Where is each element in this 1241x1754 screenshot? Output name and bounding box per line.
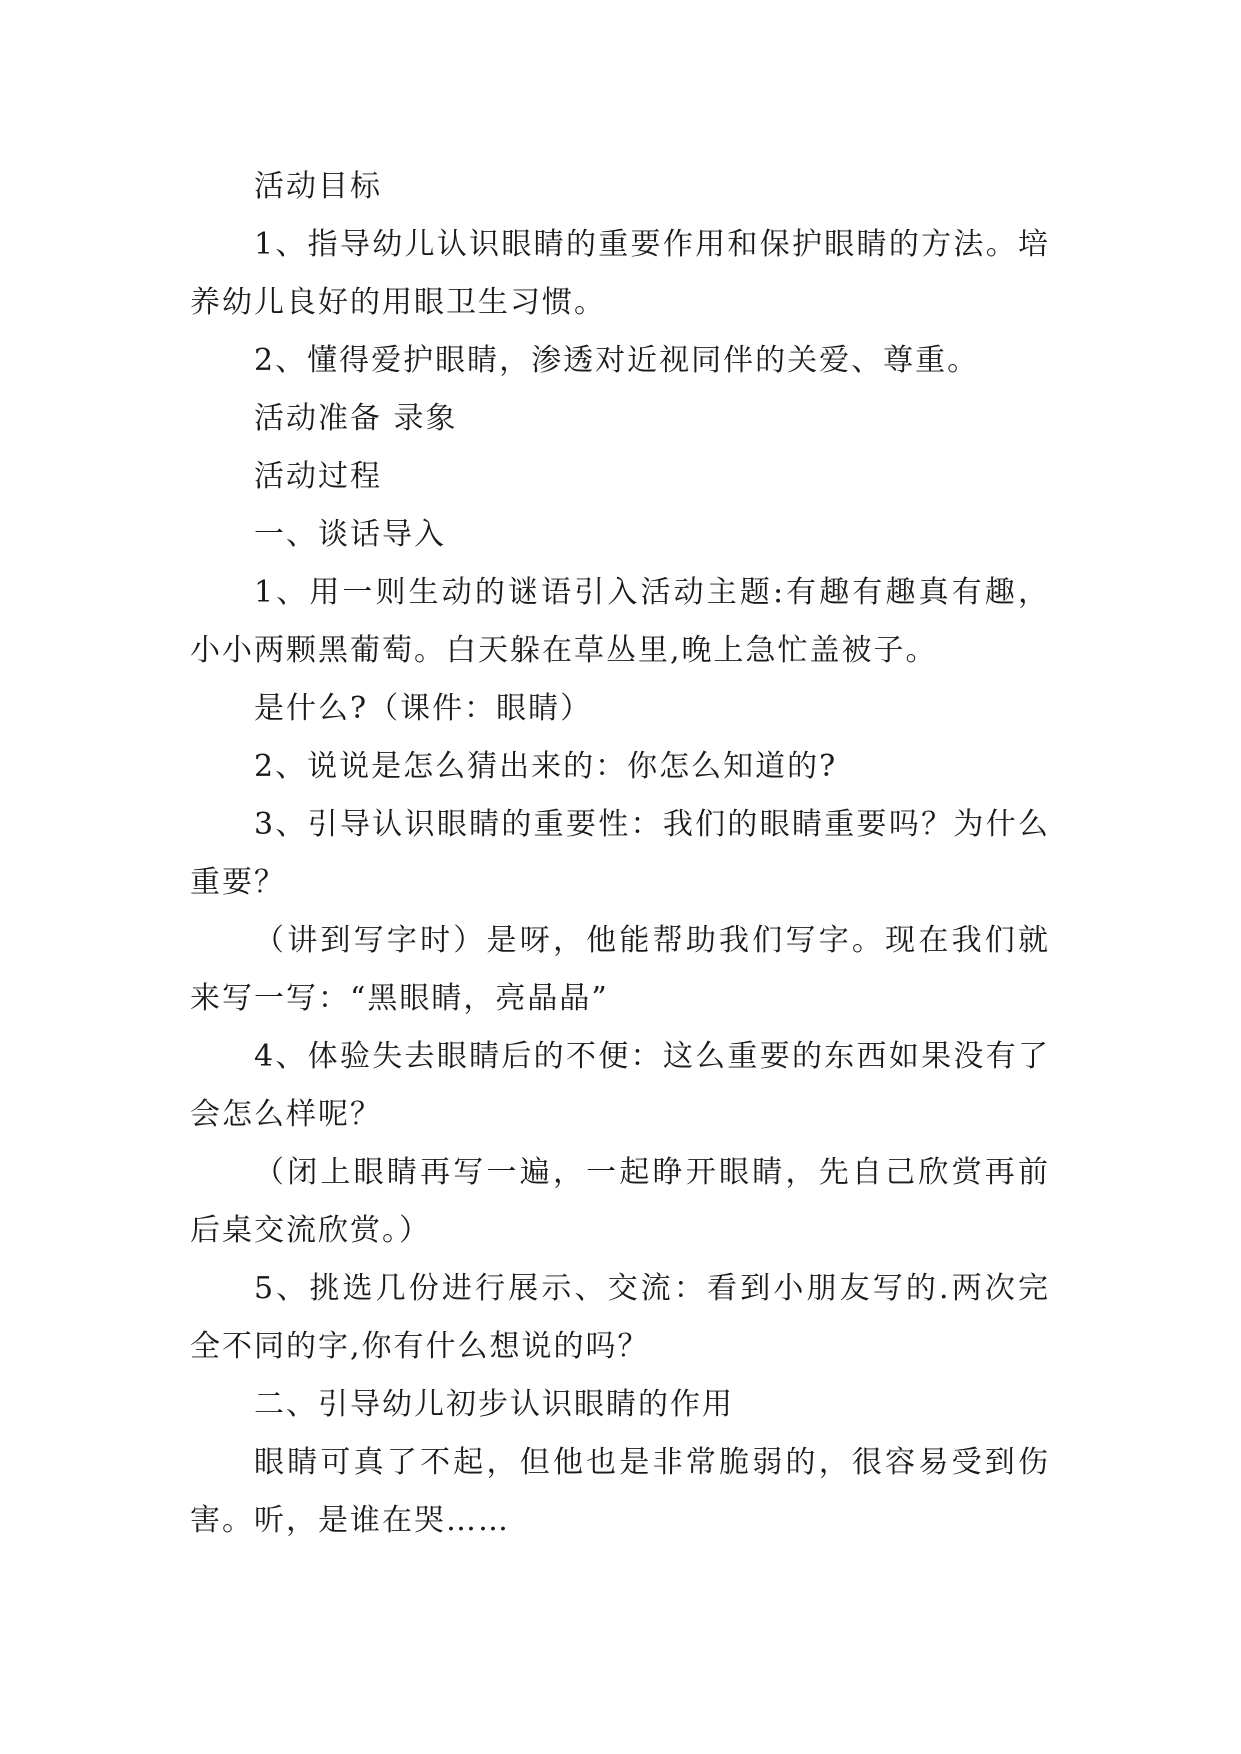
step-3-note: （讲到写字时）是呀，他能帮助我们写字。现在我们就来写一写：“黑眼睛，亮晶晶”	[190, 923, 1050, 1016]
section-heading-1: 一、谈话导入	[254, 517, 446, 552]
goal-item-1: 1、指导幼儿认识眼睛的重要作用和保护眼睛的方法。培养幼儿良好的用眼卫生习惯。	[190, 227, 1050, 320]
step-2: 2、说说是怎么猜出来的：你怎么知道的?	[254, 749, 838, 784]
step-3: 3、引导认识眼睛的重要性：我们的眼睛重要吗？为什么重要？	[190, 807, 1050, 900]
step-1-riddle: 1、用一则生动的谜语引入活动主题:有趣有趣真有趣，小小两颗黑葡萄。白天躲在草丛里,晚上急忙盖被子。	[190, 575, 1050, 668]
section-heading-2: 二、引导幼儿初步认识眼睛的作用	[254, 1387, 734, 1422]
heading-activity-process: 活动过程	[254, 459, 382, 494]
heading-activity-goals: 活动目标	[254, 169, 382, 204]
step-5: 5、挑选几份进行展示、交流：看到小朋友写的.两次完全不同的字,你有什么想说的吗？	[190, 1271, 1050, 1364]
closing-paragraph: 眼睛可真了不起，但他也是非常脆弱的，很容易受到伤害。听，是谁在哭……	[190, 1445, 1050, 1538]
activity-preparation: 活动准备 录象	[254, 401, 458, 436]
step-4: 4、体验失去眼睛后的不便：这么重要的东西如果没有了会怎么样呢？	[190, 1039, 1050, 1132]
goal-item-2: 2、懂得爱护眼睛，渗透对近视同伴的关爱、尊重。	[254, 343, 980, 378]
document-body	[190, 158, 1050, 1550]
step-4-note: （闭上眼睛再写一遍，一起睁开眼睛，先自己欣赏再前后桌交流欣赏。）	[190, 1155, 1050, 1248]
riddle-answer: 是什么?（课件：眼睛）	[254, 691, 593, 726]
